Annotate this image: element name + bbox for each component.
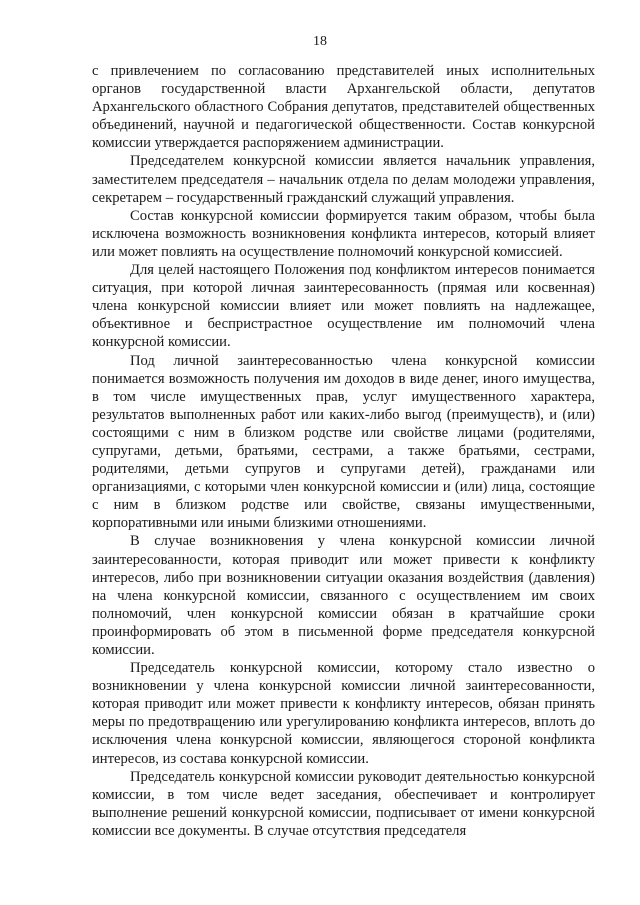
paragraph-5: Под личной заинтересованностью члена конкурсной комиссии понимается возможность получения им доходов в виде денег, иного имущества, в том числе имущественных прав, услуг имущественного характера, результатов выполненных работ или каких-либо выгод (преимуществ), и (или) состоящими с ним в близком родстве или свойстве лицами (родителями, супругами, детьми, братьями, сестрами, а также братьями, сестрами, родителями, детьми супругов и супругами детей), гражданами или организациями, с которыми член конкурсной комиссии и (или) лица, состоящие с ним в близком родстве или свойстве, связаны имущественными, корпоративными или иными близкими отношениями. [92,352,595,532]
page-number: 18 [313,34,327,49]
paragraph-8: Председатель конкурсной комиссии руководит деятельностью конкурсной комиссии, в том числе ведет заседания, обеспечивает и контролирует выполнение решений конкурсной комиссии, подписывает от имени конкурсной комиссии все документы. В случае отсутствия председателя [92,768,595,839]
paragraph-4: Для целей настоящего Положения под конфликтом интересов понимается ситуация, при которой личная заинтересованность (прямая или косвенная) члена конкурсной комиссии влияет или может повлиять на надлежащее, объективное и беспристрастное осуществление им полномочий члена конкурсной комиссии. [92,262,595,351]
paragraph-2: Председателем конкурсной комиссии является начальник управления, заместителем председателя – начальник отдела по делам молодежи управления, секретарем – государственный гражданский служащий управления. [92,153,595,206]
document-body [92,62,595,840]
paragraph-6: В случае возникновения у члена конкурсной комиссии личной заинтересованности, которая приводит или может привести к конфликту интересов, либо при возникновении ситуации оказания воздействия (давления) на члена конкурсной комиссии, связанного с осуществлением им своих полномочий, член конкурсной комиссии обязан в кратчайшие сроки проинформировать об этом в письменной форме председателя конкурсной комиссии. [92,533,595,658]
paragraph-1: с привлечением по согласованию представителей иных исполнительных органов государственной власти Архангельской области, депутатов Архангельского областного Собрания депутатов, представителей общественных объединений, научной и педагогической общественности. Состав конкурсной комиссии утверждается распоряжением администрации. [92,63,595,152]
paragraph-7: Председатель конкурсной комиссии, которому стало известно о возникновении у члена конкурсной комиссии личной заинтересованности, которая приводит или может привести к конфликту интересов, обязан принять меры по предотвращению или урегулированию конфликта интересов, вплоть до исключения члена конкурсной комиссии, являющегося стороной конфликта интересов, из состава конкурсной комиссии. [92,660,595,767]
paragraph-3: Состав конкурсной комиссии формируется таким образом, чтобы была исключена возможность возникновения конфликта интересов, который влияет или может повлиять на осуществление полномочий конкурсной комиссией. [92,207,595,260]
